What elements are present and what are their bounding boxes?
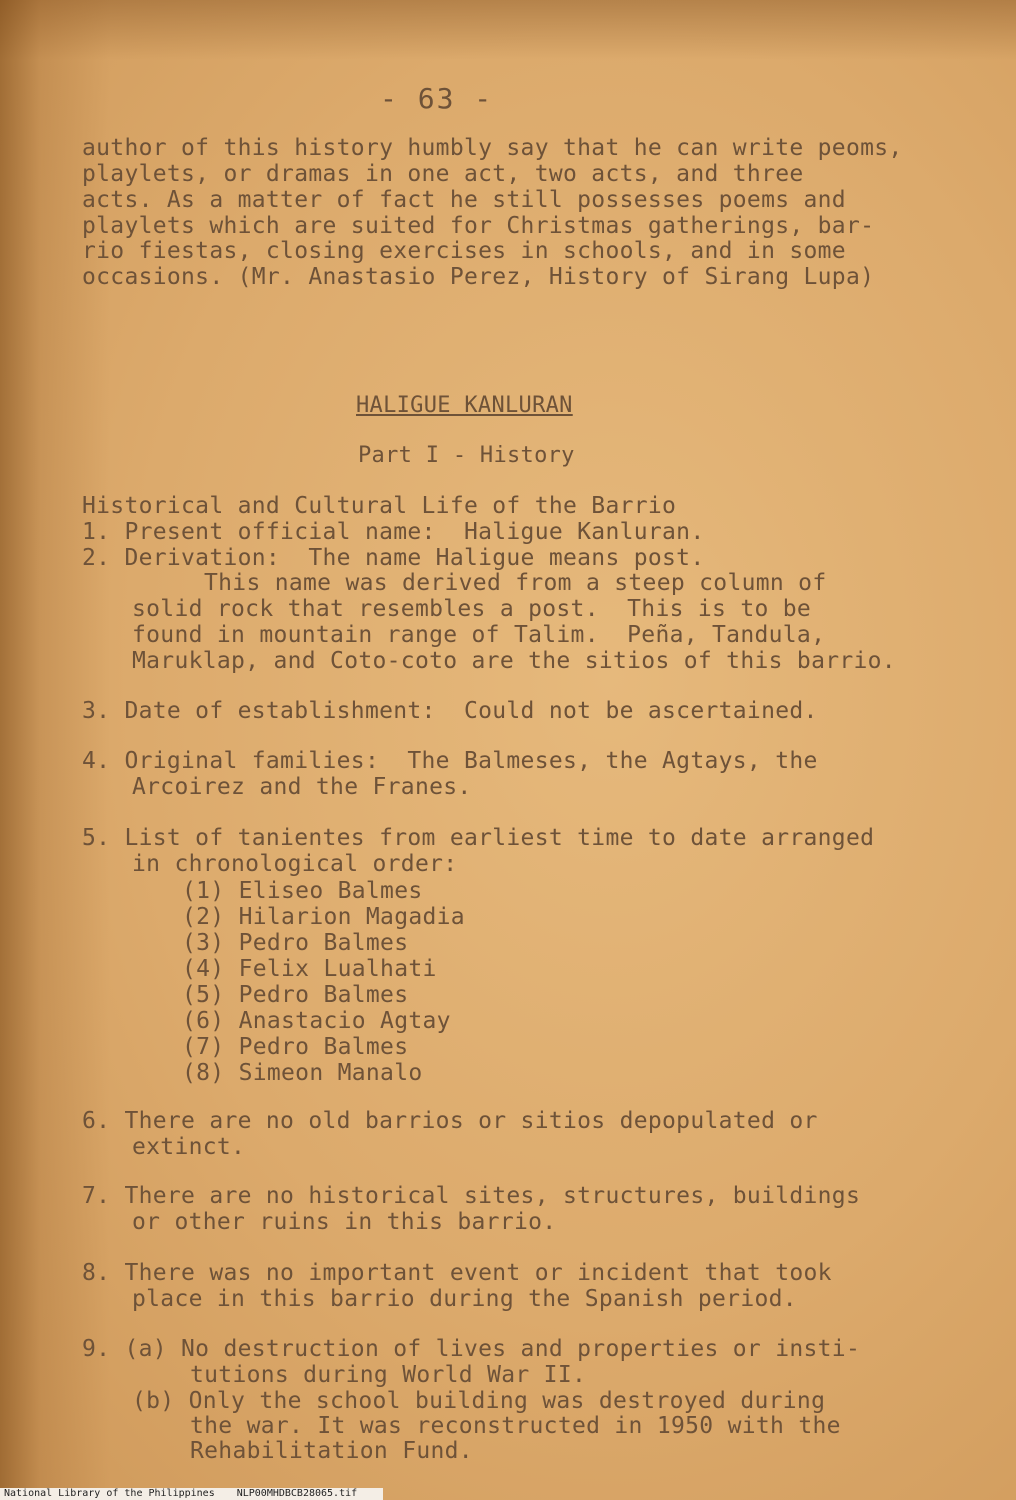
body-line: 3. Date of establishment: Could not be ascertained.	[82, 698, 818, 724]
page-number: - 63 -	[380, 82, 494, 115]
intro-line: occasions. (Mr. Anastasio Perez, History of Sirang Lupa)	[82, 264, 875, 290]
intro-line: author of this history humbly say that he can write peoms,	[82, 135, 903, 161]
section-heading: HALIGUE KANLURAN	[356, 393, 573, 418]
footer-file: NLP00MHDBCB28065.tif	[236, 1488, 358, 1499]
body-line: 5. List of tanientes from earliest time to date arranged	[82, 825, 875, 851]
section-subheading: Part I - History	[358, 443, 575, 468]
body-line: (1) Eliseo Balmes	[182, 878, 423, 904]
intro-line: rio fiestas, closing exercises in schools, and in some	[82, 238, 846, 264]
body-line: found in mountain range of Talim. Peña, Tandula,	[132, 622, 826, 648]
body-line: tutions during World War II.	[190, 1362, 587, 1388]
body-line: 2. Derivation: The name Haligue means post.	[82, 545, 705, 571]
body-line: (b) Only the school building was destroyed during	[132, 1388, 826, 1414]
body-line: solid rock that resembles a post. This is to be	[132, 596, 812, 622]
body-line: (5) Pedro Balmes	[182, 982, 409, 1008]
body-line: (4) Felix Lualhati	[182, 956, 437, 982]
body-line: 1. Present official name: Haligue Kanluran.	[82, 519, 705, 545]
body-line: 4. Original families: The Balmeses, the Agtays, the	[82, 748, 818, 774]
body-line: Arcoirez and the Franes.	[132, 774, 472, 800]
body-line: Rehabilitation Fund.	[190, 1438, 473, 1464]
scan-footer	[0, 1488, 383, 1500]
body-line: or other ruins in this barrio.	[132, 1209, 557, 1235]
body-line: (7) Pedro Balmes	[182, 1034, 409, 1060]
body-line: 8. There was no important event or incident that took	[82, 1260, 832, 1286]
body-line: (2) Hilarion Magadia	[182, 904, 465, 930]
intro-line: playlets which are suited for Christmas gatherings, bar-	[82, 213, 875, 239]
body-line: Historical and Cultural Life of the Barrio	[82, 493, 677, 519]
body-line: Maruklap, and Coto-coto are the sitios of this barrio.	[132, 648, 896, 674]
body-line: 7. There are no historical sites, structures, buildings	[82, 1183, 861, 1209]
body-line: in chronological order:	[132, 851, 458, 877]
intro-line: acts. As a matter of fact he still possesses poems and	[82, 187, 846, 213]
body-line: (3) Pedro Balmes	[182, 930, 409, 956]
body-line: 6. There are no old barrios or sitios depopulated or	[82, 1108, 818, 1134]
body-line: place in this barrio during the Spanish period.	[132, 1286, 797, 1312]
body-line: 9. (a) No destruction of lives and properties or insti-	[82, 1336, 861, 1362]
body-line: extinct.	[132, 1134, 246, 1160]
body-line: (6) Anastacio Agtay	[182, 1008, 451, 1034]
intro-line: playlets, or dramas in one act, two acts, and three	[82, 161, 804, 187]
body-line: (8) Simeon Manalo	[182, 1060, 423, 1086]
footer-library: National Library of the Philippines	[4, 1488, 215, 1499]
body-line: the war. It was reconstructed in 1950 with the	[190, 1413, 841, 1439]
body-line: This name was derived from a steep column of	[204, 570, 827, 596]
